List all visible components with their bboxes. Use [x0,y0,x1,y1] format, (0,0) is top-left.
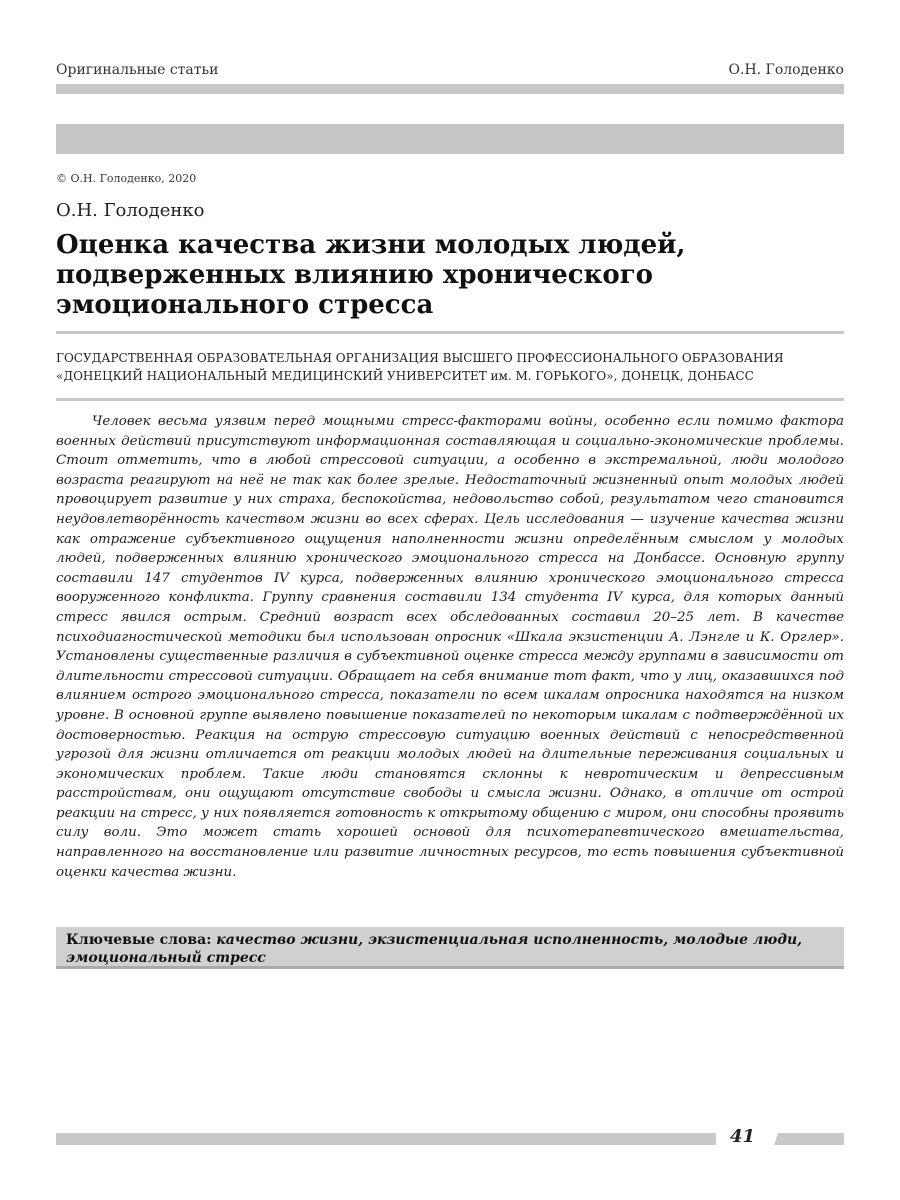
section-name: Оригинальные статьи [56,62,219,78]
title-line: Оценка качества жизни молодых людей, [56,230,686,260]
title-band [56,124,844,154]
title-line: эмоционального стресса [56,290,434,320]
title-line: подверженных влиянию хронического [56,260,654,290]
keywords-label: Ключевые слова: [66,932,212,948]
affiliation [56,349,844,385]
article-author: О.Н. Голоденко [56,200,205,221]
abstract: Человек весьма уязвим перед мощными стресс-факторами войны, особенно если помимо фактора военных действий присутствуют информационная составляющая и социально-экономические проблемы. Стоит отметить, что в любой стрессовой ситуации, а особенно в экстремальной, люди молодого возраста реагируют на неё не так как более зрелые. Недостаточный жизненный опыт молодых людей провоцирует развитие у них страха, беспокойства, недовольство собой, результатом чего становится неудовлетворённость качеством жизни во всех сферах. Цель исследования — изучение качества жизни как отражение субъективного ощущения наполненности жизни определённым смыслом у молодых людей, подверженных влиянию хронического эмоционального стресса на Донбассе. Основную группу составили 147 студентов IV курса, подверженных влиянию хронического эмоционального стресса вооруженного конфликта. Группу сравнения составили 134 студента IV курса, для которых данный стресс явился острым. Средний возраст всех обследованных составил 20–25 лет. В качестве психодиагностической методики был использован опросник «Шкала экзистенции А. Лэнгле и К. Орглер». Установлены существенные различия в субъективной оценке стресса между группами в зависимости от длительности стрессовой ситуации. Обращает на себя внимание тот факт, что у лиц, оказавшихся под влиянием острого эмоционального стресса, показатели по всем шкалам опросника находятся на низком уровне. В основной группе выявлено повышение показателей по некоторым шкалам с подтверждённой их достоверностью. Реакция на острую стрессовую ситуацию военных действий с непосредственной угрозой для жизни отличается от реакции молодых людей на длительные переживания социальных и экономических проблем. Такие люди становятся склонны к невротическим и депрессивным расстройствам, они ощущают отсутствие свободы и смысла жизни. Однако, в отличие от острой реакции на стресс, у них появляется готовность к открытому общению с миром, они способны проявить силу воли. Это может стать хорошей основой для психотерапевтического вмешательства, направленного на восстановление или развитие личностных ресурсов, то есть повышения субъективной оценки качества жизни. [56,414,844,880]
divider-lower [56,398,844,401]
divider-upper [56,331,844,334]
copyright-notice: © О.Н. Голоденко, 2020 [56,172,197,185]
footer-bar-right [774,1133,844,1145]
article-title [56,230,844,320]
header-author: О.Н. Голоденко [728,62,844,78]
running-header [56,62,844,78]
header-rule [56,84,844,94]
affiliation-line: «ДОНЕЦКИЙ НАЦИОНАЛЬНЫЙ МЕДИЦИНСКИЙ УНИВЕРСИТЕТ им. М. ГОРЬКОГО», ДОНЕЦК, ДОНБАСС [56,369,754,383]
keywords-box [56,927,844,969]
keywords-values: качество жизни, экзистенциальная исполненность, молодые люди, эмоциональный стресс [66,932,803,966]
affiliation-line: ГОСУДАРСТВЕННАЯ ОБРАЗОВАТЕЛЬНАЯ ОРГАНИЗАЦИЯ ВЫСШЕГО ПРОФЕССИОНАЛЬНОГО ОБРАЗОВАНИЯ [56,351,784,365]
footer-bar-left [56,1133,716,1145]
page-number: 41 [730,1126,756,1147]
